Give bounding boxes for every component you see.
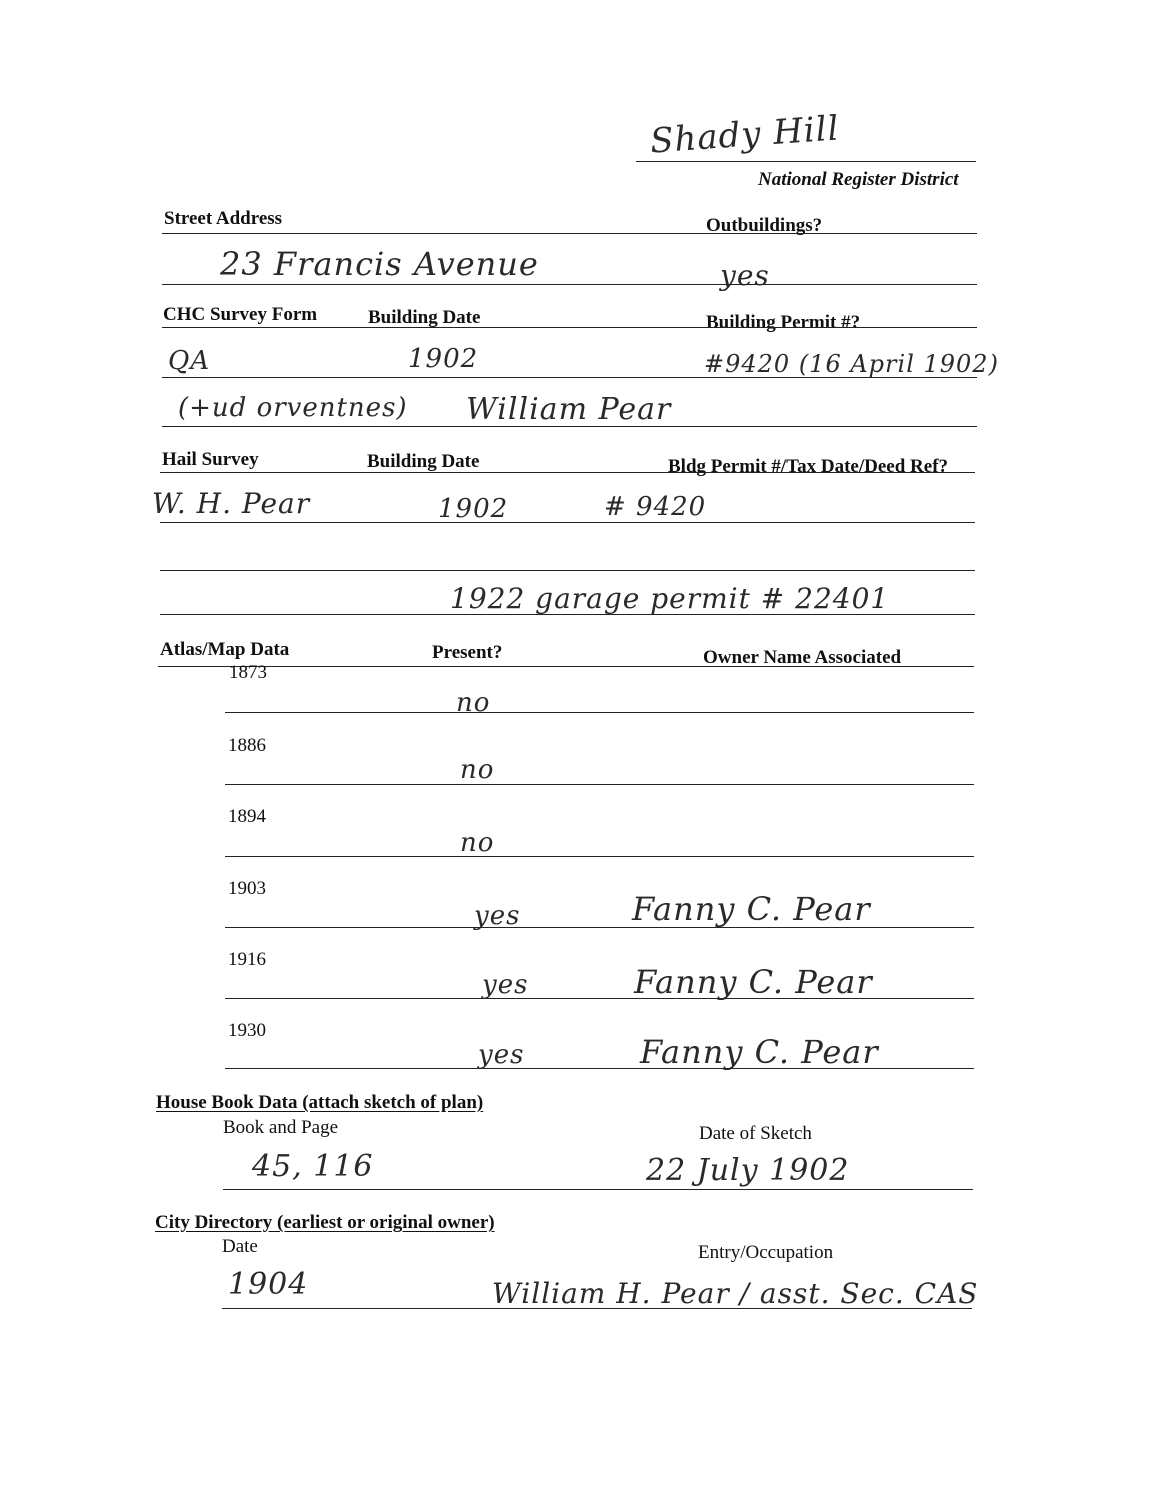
atlas-year: 1873 xyxy=(229,662,267,683)
hail-survey-label: Hail Survey xyxy=(162,449,259,470)
atlas-owner: Fanny C. Pear xyxy=(640,1033,879,1071)
hail-building-date-label: Building Date xyxy=(367,451,480,472)
atlas-header-rule xyxy=(158,666,974,667)
house-book-rule xyxy=(223,1189,973,1190)
atlas-owner: Fanny C. Pear xyxy=(632,890,871,928)
chc-extra-rule xyxy=(162,426,977,427)
present-label: Present? xyxy=(432,642,503,663)
atlas-present: no xyxy=(460,828,495,858)
city-directory-label: City Directory (earliest or original owner) xyxy=(155,1212,495,1233)
atlas-row-rule xyxy=(225,998,974,999)
atlas-present: yes xyxy=(478,1040,525,1070)
chc-permit-value: #9420 (16 April 1902) xyxy=(704,350,999,378)
book-and-page-label: Book and Page xyxy=(223,1117,339,1138)
hail-survey-value: W. H. Pear xyxy=(152,487,311,520)
city-directory-rule xyxy=(222,1308,972,1309)
atlas-row-rule xyxy=(225,712,974,713)
chc-date-value: 1902 xyxy=(408,344,479,374)
chc-form-value: QA xyxy=(168,346,211,376)
building-permit-label: Building Permit #? xyxy=(706,312,861,333)
hail-header-rule xyxy=(160,472,975,473)
hail-ref-value: # 9420 xyxy=(604,492,707,522)
street-value-rule xyxy=(162,284,977,285)
hail-value-rule xyxy=(160,522,975,523)
city-directory-date-label: Date xyxy=(222,1236,258,1257)
bldg-permit-ref-label: Bldg Permit #/Tax Date/Deed Ref? xyxy=(668,456,949,477)
chc-survey-form-label: CHC Survey Form xyxy=(163,304,318,325)
entry-occupation-label: Entry/Occupation xyxy=(698,1242,834,1263)
chc-value-rule xyxy=(162,377,977,378)
entry-occupation-value: William H. Pear / asst. Sec. CAS xyxy=(492,1277,979,1310)
atlas-year: 1903 xyxy=(228,878,266,899)
atlas-row-rule xyxy=(225,784,974,785)
district-name-handwritten: Shady Hill xyxy=(648,108,841,162)
atlas-year: 1930 xyxy=(228,1020,266,1041)
street-address-value: 23 Francis Avenue xyxy=(220,245,539,283)
atlas-row-rule xyxy=(225,856,974,857)
chc-form-extra: (+ud orventnes) xyxy=(178,393,408,423)
atlas-row-rule xyxy=(225,1068,974,1069)
atlas-year: 1886 xyxy=(228,735,266,756)
district-rule xyxy=(636,161,976,162)
owner-name-label: Owner Name Associated xyxy=(703,647,902,668)
chc-name-extra: William Pear xyxy=(466,392,672,427)
date-of-sketch-label: Date of Sketch xyxy=(699,1123,812,1144)
hail-date-value: 1902 xyxy=(438,494,509,524)
outbuildings-label: Outbuildings? xyxy=(706,215,823,236)
atlas-present: no xyxy=(456,688,491,718)
garage-note-rule xyxy=(160,614,975,615)
garage-permit-note: 1922 garage permit # 22401 xyxy=(450,582,890,615)
city-directory-date-value: 1904 xyxy=(228,1267,309,1302)
outbuildings-value: yes xyxy=(720,259,770,292)
chc-header-rule xyxy=(162,327,977,328)
district-label: National Register District xyxy=(758,169,959,190)
street-header-rule xyxy=(162,233,977,234)
atlas-present: yes xyxy=(482,970,529,1000)
book-and-page-value: 45, 116 xyxy=(252,1149,374,1184)
atlas-map-label: Atlas/Map Data xyxy=(160,639,290,660)
atlas-row-rule xyxy=(225,927,974,928)
hail-blank-rule xyxy=(160,570,975,571)
house-book-label: House Book Data (attach sketch of plan) xyxy=(156,1092,484,1113)
chc-building-date-label: Building Date xyxy=(368,307,481,328)
atlas-present: yes xyxy=(474,901,521,931)
street-address-label: Street Address xyxy=(164,208,283,229)
atlas-present: no xyxy=(460,755,495,785)
date-of-sketch-value: 22 July 1902 xyxy=(646,1153,850,1188)
atlas-owner: Fanny C. Pear xyxy=(634,963,873,1001)
atlas-year: 1894 xyxy=(228,806,266,827)
atlas-year: 1916 xyxy=(228,949,266,970)
